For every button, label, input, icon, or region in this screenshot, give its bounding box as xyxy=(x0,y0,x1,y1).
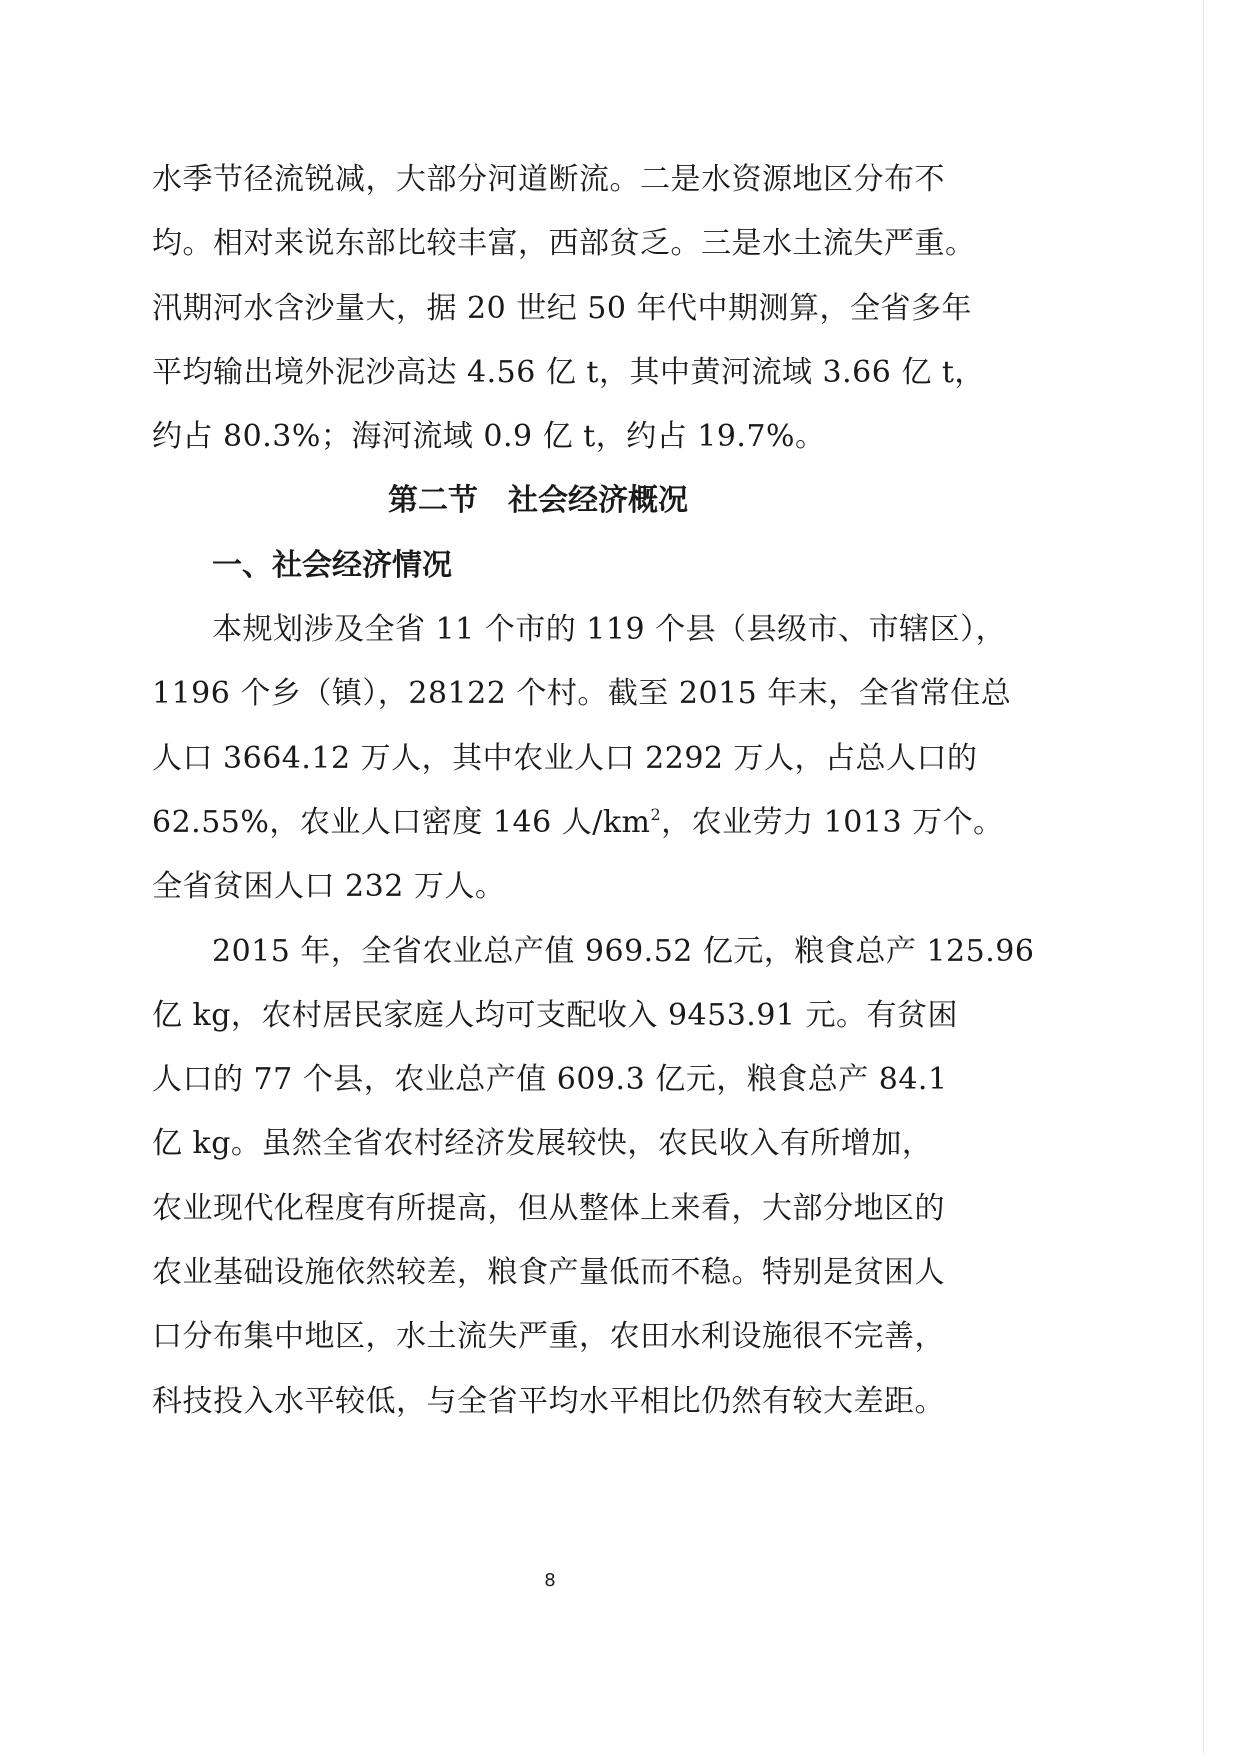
text-line: 约占 80.3%；海河流域 0.9 亿 t，约占 19.7%。 xyxy=(152,419,826,455)
text-line: 全省贫困人口 232 万人。 xyxy=(152,869,506,905)
paragraph-economy xyxy=(152,920,1035,1434)
text-line: 口分布集中地区，水土流失严重，农田水利设施很不完善， xyxy=(152,1319,945,1355)
text-line: 农业基础设施依然较差，粮食产量低而不稳。特别是贫困人 xyxy=(152,1255,945,1291)
text-line: 平均输出境外泥沙高达 4.56 亿 t，其中黄河流域 3.66 亿 t， xyxy=(152,354,985,390)
text-segment: ，农业劳力 1013 万个。 xyxy=(661,804,1004,840)
page-edge-line xyxy=(1203,0,1204,1753)
text-line: 水季节径流锐减，大部分河道断流。二是水资源地区分布不 xyxy=(152,162,945,197)
subsection-title: 一、社会经济情况 xyxy=(212,547,452,583)
text-line: 2015 年，全省农业总产值 969.52 亿元，粮食总产 125.96 xyxy=(212,933,1035,969)
text-line: 亿 kg。虽然全省农村经济发展较快，农民收入有所增加， xyxy=(152,1126,933,1162)
text-line-with-superscript xyxy=(152,791,1004,855)
superscript: 2 xyxy=(650,804,662,824)
text-line: 1196 个乡（镇），28122 个村。截至 2015 年末，全省常住总 xyxy=(152,676,1012,712)
paragraph-population xyxy=(152,598,1012,919)
text-line: 人口 3664.12 万人，其中农业人口 2292 万人，占总人口的 xyxy=(152,740,978,776)
text-segment: 62.55%，农业人口密度 146 人/km xyxy=(152,804,651,840)
text-line: 人口的 77 个县，农业总产值 609.3 亿元，粮食总产 84.1 xyxy=(152,1062,948,1098)
section-title: 第二节 社会经济概况 xyxy=(388,483,688,519)
text-line: 亿 kg，农村居民家庭人均可支配收入 9453.91 元。有贫困 xyxy=(152,997,959,1033)
text-line: 科技投入水平较低，与全省平均水平相比仍然有较大差距。 xyxy=(152,1383,945,1419)
text-line: 本规划涉及全省 11 个市的 119 个县（县级市、市辖区）， xyxy=(212,612,1007,648)
text-line: 均。相对来说东部比较丰富，西部贫乏。三是水土流失严重。 xyxy=(152,226,976,262)
page-number: 8 xyxy=(544,1570,556,1591)
document-body xyxy=(152,148,1035,1434)
text-line: 汛期河水含沙量大，据 20 世纪 50 年代中期测算，全省多年 xyxy=(152,290,972,326)
intro-paragraph xyxy=(152,148,985,469)
text-line: 农业现代化程度有所提高，但从整体上来看，大部分地区的 xyxy=(152,1190,945,1226)
